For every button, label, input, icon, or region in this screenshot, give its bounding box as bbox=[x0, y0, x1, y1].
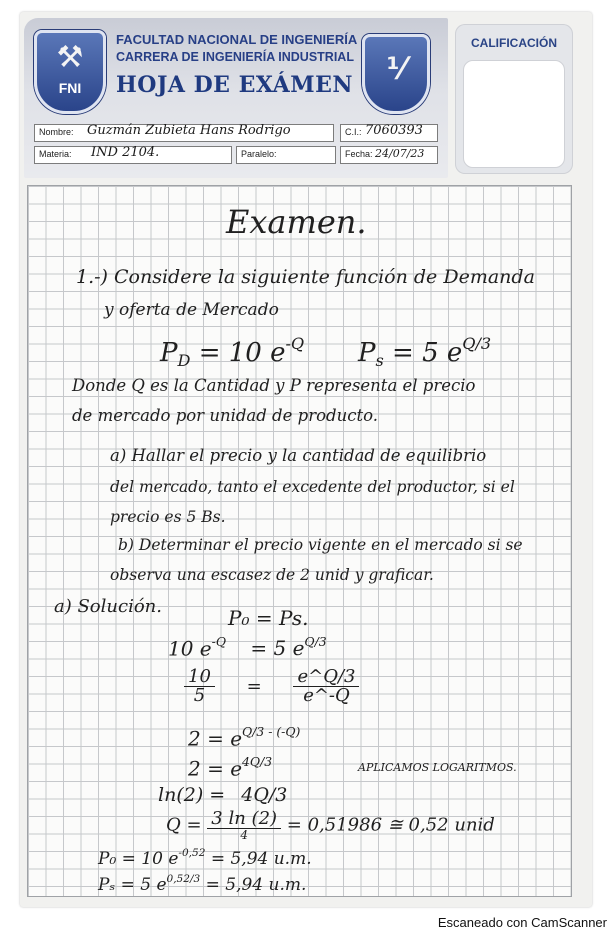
solution-eq-8: P₀ = 10 $e^{-0,52} = 5,94$ u.m. bbox=[98, 847, 312, 869]
nombre-field[interactable] bbox=[34, 124, 334, 142]
donde-line-2: de mercado por unidad de producto. bbox=[72, 406, 378, 425]
logarithm-note: APLICAMOS LOGARITMOS. bbox=[358, 761, 517, 774]
exam-title: Examen. bbox=[226, 203, 367, 241]
solution-eq-3: $\frac{10}{5}$ = $\frac{e\^{}Q/3}{e\^{}-Q}$ bbox=[184, 668, 359, 705]
paralelo-field[interactable] bbox=[236, 146, 336, 164]
materia-value: IND 2104. bbox=[91, 145, 160, 160]
solution-eq-2: 10 $e^{-Q} = 5$ $e^{Q/3}$ bbox=[168, 634, 327, 661]
scanner-watermark: Escaneado con CamScanner bbox=[437, 915, 607, 930]
demand-equation: $P_D = 10$ $e^{-Q}$ bbox=[160, 334, 305, 370]
solution-eq-7: Q = $\frac{3 \ln (2)}{4}$ = 0,51986 ≅ 0,52 unid bbox=[166, 808, 495, 842]
industrial-shield-logo bbox=[362, 34, 430, 114]
question-1-line-1: 1.-) Considere la siguiente función de Demanda bbox=[76, 266, 535, 288]
sheet-title: HOJA DE EXÁMEN bbox=[116, 72, 353, 98]
donde-line-1: Donde Q es la Cantidad y P representa el precio bbox=[72, 376, 476, 395]
fni-logo-text: FNI bbox=[58, 80, 82, 96]
fecha-value: 24/07/23 bbox=[375, 147, 425, 160]
ci-value: 7060393 bbox=[365, 123, 423, 138]
nombre-value: Guzmán Zubieta Hans Rodrigo bbox=[87, 123, 291, 138]
part-b-line-2: observa una escasez de 2 unid y graficar. bbox=[110, 566, 434, 584]
solution-eq-9: Pₛ = 5 $e^{0,52/3} = 5,94$ u.m. bbox=[98, 873, 307, 895]
grade-panel bbox=[455, 24, 573, 174]
materia-label: Materia: bbox=[39, 149, 72, 159]
part-a-line-1: a) Hallar el precio y la cantidad de equilibrio bbox=[110, 446, 487, 465]
ci-field[interactable] bbox=[340, 124, 438, 142]
materia-field[interactable] bbox=[34, 146, 232, 164]
part-b-line-1: b) Determinar el precio vigente en el mercado si se bbox=[118, 536, 523, 554]
grade-label: CALIFICACIÓN bbox=[471, 36, 557, 50]
faculty-name: FACULTAD NACIONAL DE INGENIERÍA bbox=[116, 32, 358, 47]
fni-shield-logo bbox=[34, 30, 106, 114]
nombre-label: Nombre: bbox=[39, 127, 74, 137]
exam-header bbox=[24, 18, 448, 178]
part-a-line-3: precio es 5 Bs. bbox=[110, 508, 226, 526]
career-name: CARRERA DE INGENIERÍA INDUSTRIAL bbox=[116, 50, 354, 64]
solution-eq-1: P₀ = Ps. bbox=[228, 606, 309, 630]
fecha-label: Fecha: bbox=[345, 149, 373, 159]
solution-eq-5: $2 = e^{4Q/3}$ bbox=[188, 754, 273, 781]
grade-box bbox=[463, 60, 565, 168]
solution-eq-4: $2 = e^{Q/3 - (-Q)}$ bbox=[188, 724, 301, 751]
paralelo-label: Paralelo: bbox=[241, 149, 277, 159]
question-1-line-2: y oferta de Mercado bbox=[104, 300, 279, 320]
industrial-emblem-icon: ⅟ bbox=[386, 52, 406, 87]
solution-eq-6: ln(2) = 4Q/3 bbox=[158, 784, 288, 806]
supply-equation: $P_s = 5$ $e^{Q/3}$ bbox=[358, 334, 492, 370]
ci-label: C.I.: bbox=[345, 127, 362, 137]
answer-grid bbox=[27, 185, 572, 897]
part-a-line-2: del mercado, tanto el excedente del productor, si el bbox=[110, 478, 515, 496]
fecha-field[interactable] bbox=[340, 146, 438, 164]
crossed-hammers-icon: ⚒ bbox=[56, 40, 84, 75]
solution-label: a) Solución. bbox=[54, 596, 162, 617]
